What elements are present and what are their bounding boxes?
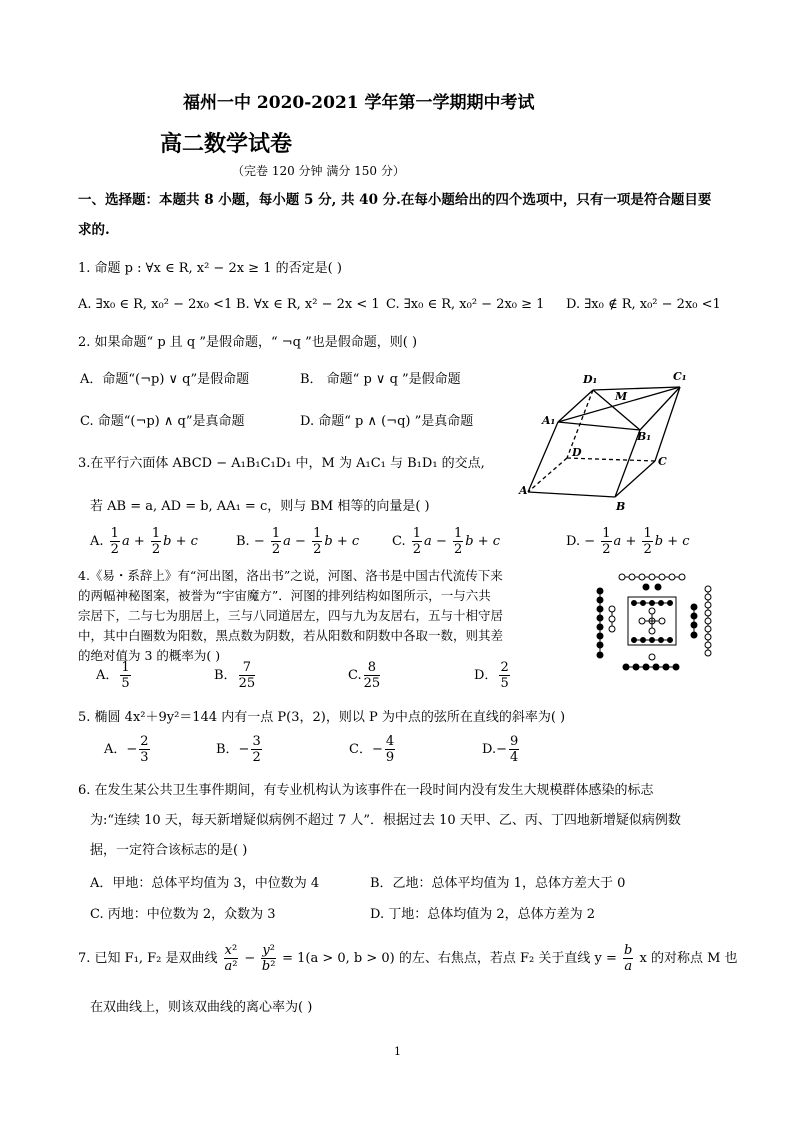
- hetu-figure: [590, 565, 720, 677]
- question-1-stem: 1. 命题 p : ∀x ∈ R, x² − 2x ≥ 1 的否定是( ): [78, 261, 342, 276]
- parallelepiped-figure: [515, 350, 705, 510]
- question-4-option-a: A． $\frac{1}{5}$: [96, 660, 130, 691]
- label-m: M: [615, 390, 628, 403]
- question-6-option-a: A．甲地：总体平均值为 3，中位数为 4: [90, 876, 320, 891]
- question-4-option-c: C. $\frac{8}{25}$: [348, 660, 381, 691]
- question-1-option-c: C. ∃x₀ ∈ R, x₀² − 2x₀ ≥ 1: [386, 297, 545, 312]
- label-a: A: [519, 484, 528, 497]
- label-b: B: [616, 500, 626, 510]
- question-6-line1: 6. 在发生某公共卫生事件期间，有专业机构认为该事件在一段时间内没有发生大规模群体感染的标志: [78, 783, 654, 798]
- paper-title: 高二数学试卷: [160, 131, 293, 157]
- question-5-option-b: B．− $\frac{3}{2}$: [216, 734, 261, 765]
- question-6-option-b: B．乙地：总体平均值为 1，总体方差大于 0: [370, 876, 626, 891]
- question-1-option-d: D. ∃x₀ ∉ R, x₀² − 2x₀ <1: [566, 297, 721, 312]
- question-5-option-c: C．− $\frac{4}{9}$: [349, 734, 395, 765]
- label-c1: C₁: [673, 370, 687, 383]
- label-d: D: [572, 446, 582, 459]
- question-5-stem: 5. 椭圆 4x²＋9y²＝144 内有一点 P(3，2)，则以 P 为中点的弦所在直线的斜率为( ): [78, 710, 566, 725]
- question-4-line3: 宗居下，二与七为朋居上，三与八同道居左，四与九为友居右，五与十相守居: [78, 608, 504, 623]
- question-7-stem: 7. 已知 F₁, F₂ 是双曲线 $\frac{\text{x²}}{\text{a²}}$ − $\frac{\text{y²}}{\text{b²}}$ = 1(a > 0, b > 0) 的左、右焦点，若点 F₂ 关于直线 y = $\frac{b}{a}$ x 的对称点 M 也: [78, 943, 738, 974]
- question-4-option-d: D． $\frac{2}{5}$: [474, 660, 509, 691]
- question-4-line2: 的两幅神秘图案，被誉为“宇宙魔方”．河图的排列结构如图所示，一与六共: [78, 588, 491, 603]
- section-heading: 一、选择题：本题共 8 小题，每小题 5 分, 共 40 分.在每小题给出的四个选项中，只有一项是符合题目要: [78, 192, 712, 208]
- question-4-option-b: B． $\frac{7}{25}$: [214, 660, 256, 691]
- question-6-line3: 据，一定符合该标志的是( ): [90, 843, 248, 858]
- question-4-line5: 的绝对值为 3 的概率为( ): [78, 648, 221, 663]
- page-number: 1: [394, 1045, 401, 1058]
- question-1-option-b: B. ∀x ∈ R, x² − 2x < 1: [236, 297, 380, 312]
- school-exam-title: 福州一中 2020-2021 学年第一学期期中考试: [183, 93, 535, 113]
- question-2-option-d: D. 命题“ p ∧ (¬q) ”是真命题: [300, 414, 474, 429]
- question-2-option-a: A．命题“(¬p) ∨ q”是假命题: [80, 372, 250, 387]
- question-3-option-c: C. $\frac{1}{2}$ a − $\frac{1}{2}$ b + c: [392, 526, 501, 557]
- label-b1: B₁: [637, 430, 652, 443]
- question-6-option-c: C. 丙地：中位数为 2，众数为 3: [90, 907, 276, 922]
- label-c: C: [658, 455, 667, 468]
- question-6-option-d: D. 丁地：总体均值为 2，总体方差为 2: [370, 907, 596, 922]
- section-heading-cont: 求的.: [78, 222, 110, 238]
- question-3-stem-cont: 若 AB = a, AD = b, AA₁ = c，则与 BM 相等的向量是( ): [90, 499, 430, 514]
- question-2-stem: 2. 如果命题“ p 且 q ”是假命题，“ ¬q ”也是假命题，则( ): [78, 335, 418, 350]
- question-1-option-a: A. ∃x₀ ∈ R, x₀² − 2x₀ <1: [78, 297, 233, 312]
- exam-info: （完卷 120 分钟 满分 150 分）: [232, 164, 405, 178]
- question-3-option-b: B. − $\frac{1}{2}$ a − $\frac{1}{2}$ b + c: [236, 526, 360, 557]
- label-a1: A₁: [542, 414, 556, 427]
- question-3-option-a: A. $\frac{1}{2}$ a + $\frac{1}{2}$ b + c: [90, 526, 198, 557]
- question-4-line4: 中，其中白圈数为阳数，黑点数为阴数，若从阳数和阴数中各取一数，则其差: [78, 628, 504, 643]
- question-7-stem-cont: 在双曲线上，则该双曲线的离心率为( ): [90, 1000, 313, 1015]
- question-2-option-b: B． 命题“ p ∨ q ”是假命题: [300, 372, 461, 387]
- question-3-option-d: D. − $\frac{1}{2}$ a + $\frac{1}{2}$ b + c: [566, 526, 690, 557]
- label-d1: D₁: [583, 373, 598, 386]
- question-3-stem: 3.在平行六面体 ABCD − A₁B₁C₁D₁ 中，M 为 A₁C₁ 与 B₁D₁ 的交点,: [78, 456, 485, 471]
- question-5-option-d: D.− $\frac{9}{4}$: [482, 734, 519, 765]
- question-4-line1: 4.《易・系辞上》有“河出图，洛出书”之说，河图、洛书是中国古代流传下来: [78, 568, 503, 583]
- question-5-option-a: A．− $\frac{2}{3}$: [104, 734, 149, 765]
- question-2-option-c: C. 命题“(¬p) ∧ q”是真命题: [80, 414, 245, 429]
- question-6-line2: 为:“连续 10 天，每天新增疑似病例不超过 7 人”．根据过去 10 天甲、乙、丙、丁四地新增疑似病例数: [90, 813, 681, 828]
